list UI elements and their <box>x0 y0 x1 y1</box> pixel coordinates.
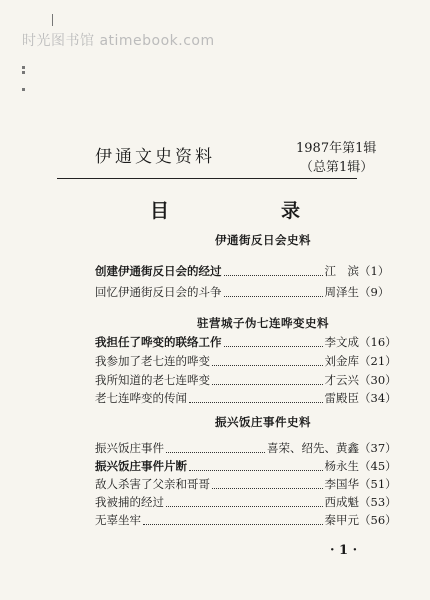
entry-author: 周泽生 <box>324 285 359 299</box>
leader-dots <box>212 383 323 385</box>
entry-page: （37） <box>359 441 397 455</box>
toc-title-char: 目 <box>150 200 170 222</box>
entry-author: 雷殿臣 <box>324 391 359 405</box>
toc-entry[interactable] <box>95 512 397 528</box>
leader-dots <box>212 487 323 489</box>
toc-title-char: 录 <box>280 200 300 222</box>
toc-entry[interactable] <box>95 263 389 279</box>
issue-number: 1987年第1辑 <box>296 141 377 156</box>
toc-entry[interactable] <box>95 476 397 492</box>
entry-title: 老七连哗变的传闻 <box>95 391 187 405</box>
entry-page: （30） <box>359 373 397 387</box>
leader-dots <box>224 274 323 276</box>
leader-dots <box>166 505 323 507</box>
entry-author: 喜荣、绍先、黄鑫 <box>267 441 359 455</box>
entry-page: （9） <box>359 285 390 299</box>
entry-title: 我被捕的经过 <box>95 495 164 509</box>
entry-page: （16） <box>359 335 397 349</box>
leader-dots <box>224 345 323 347</box>
entry-author: 杨永生 <box>324 459 359 473</box>
toc-entry[interactable] <box>95 458 397 474</box>
leader-dots <box>166 451 265 453</box>
toc-entry[interactable] <box>95 390 397 406</box>
leader-dots <box>212 364 323 366</box>
section-heading: 驻营城子伪七连哗变史料 <box>197 316 329 330</box>
entry-title: 我所知道的老七连哗变 <box>95 373 210 387</box>
entry-page: （56） <box>359 513 397 527</box>
toc-entry[interactable] <box>95 440 397 456</box>
entry-title: 无辜坐牢 <box>95 513 141 527</box>
entry-title: 回忆伊通街反日会的斗争 <box>95 285 222 299</box>
toc-title <box>150 196 300 223</box>
scan-mark <box>52 14 53 26</box>
entry-page: （51） <box>359 477 397 491</box>
section-heading: 伊通街反日会史料 <box>215 233 311 247</box>
toc-entry[interactable] <box>95 284 389 300</box>
entry-author: 江 滨 <box>324 264 359 278</box>
entry-title: 创建伊通街反日会的经过 <box>95 264 222 278</box>
entry-title: 振兴饭庄事件片断 <box>95 459 187 473</box>
entry-page: （1） <box>359 264 390 278</box>
watermark: 时光图书馆 atimebook.com <box>22 33 215 49</box>
leader-dots <box>189 469 323 471</box>
leader-dots <box>189 401 323 403</box>
scan-mark <box>22 88 25 91</box>
page-number: · 1 · <box>330 543 358 558</box>
toc-entry[interactable] <box>95 334 397 350</box>
entry-author: 李国华 <box>324 477 359 491</box>
entry-title: 我担任了哗变的联络工作 <box>95 335 222 349</box>
entry-page: （53） <box>359 495 397 509</box>
series-title: 伊通文史资料 <box>95 147 215 167</box>
entry-page: （45） <box>359 459 397 473</box>
issue-total: （总第1辑） <box>300 160 374 175</box>
entry-author: 才云兴 <box>324 373 359 387</box>
section-heading: 振兴饭庄事件史料 <box>215 415 311 429</box>
entry-page: （34） <box>359 391 397 405</box>
entry-author: 刘金库 <box>324 354 359 368</box>
entry-page: （21） <box>359 354 397 368</box>
entry-author: 西成魁 <box>324 495 359 509</box>
entry-author: 李文成 <box>324 335 359 349</box>
toc-entry[interactable] <box>95 372 397 388</box>
leader-dots <box>143 523 323 525</box>
scan-mark <box>22 71 25 74</box>
entry-title: 我参加了老七连的哗变 <box>95 354 210 368</box>
entry-author: 秦甲元 <box>324 513 359 527</box>
entry-title: 振兴饭庄事件 <box>95 441 164 455</box>
leader-dots <box>224 295 323 297</box>
scan-mark <box>22 66 25 69</box>
toc-entry[interactable] <box>95 494 397 510</box>
entry-title: 敌人杀害了父亲和哥哥 <box>95 477 210 491</box>
toc-entry[interactable] <box>95 353 397 369</box>
header-rule <box>57 178 357 179</box>
